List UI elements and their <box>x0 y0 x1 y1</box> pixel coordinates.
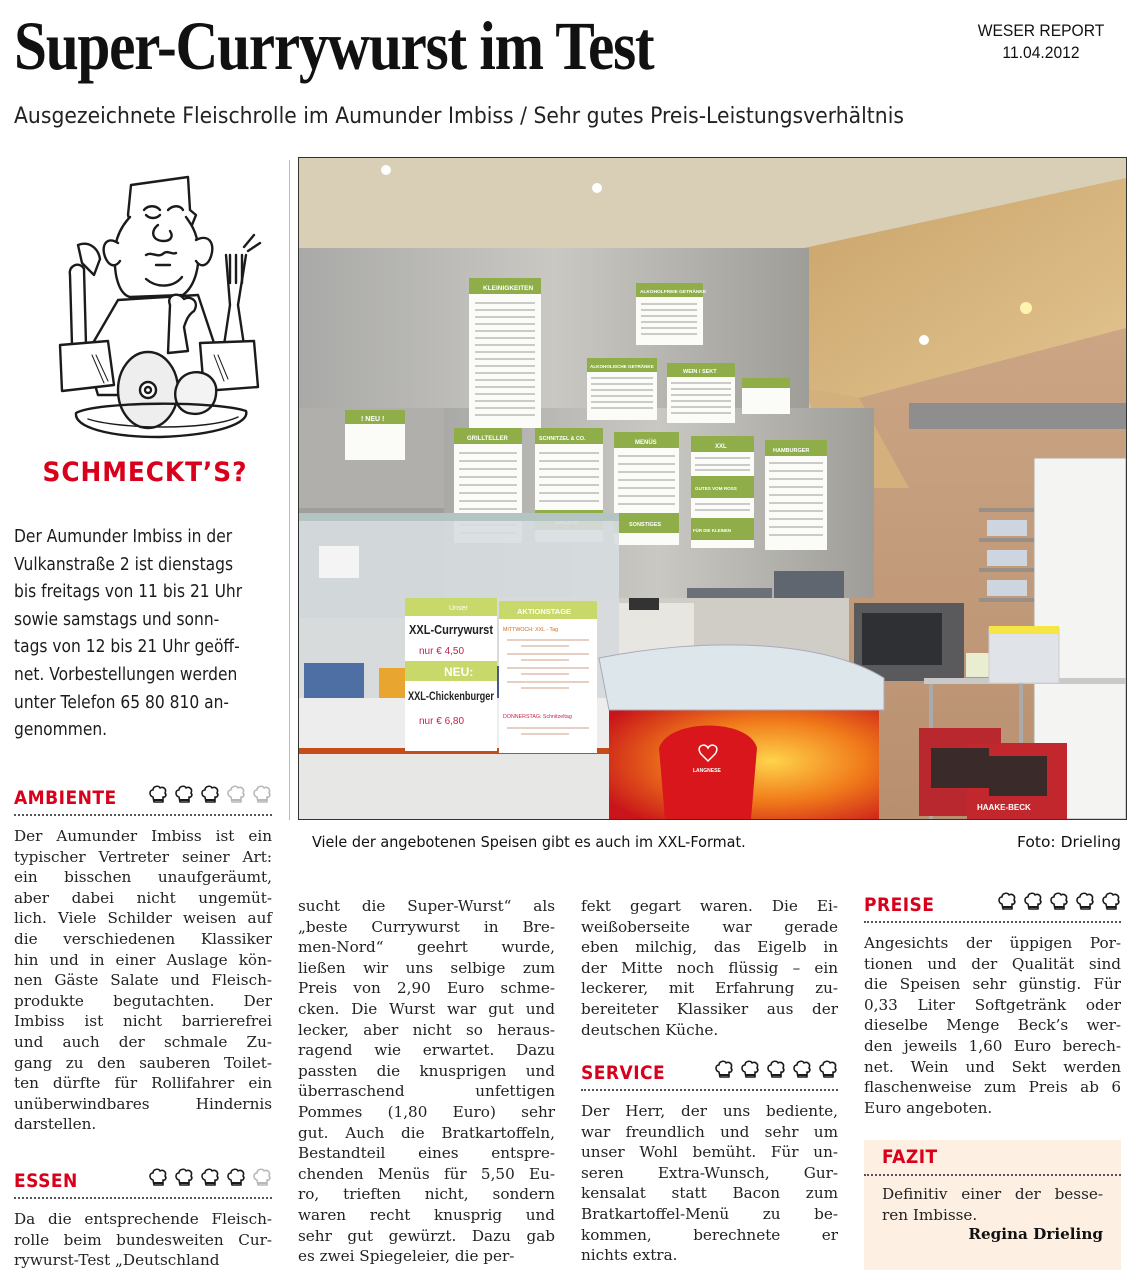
text-line: Bestandteil eines entspre- <box>298 1144 555 1163</box>
chef-hat-filled-icon <box>200 785 220 810</box>
section-service-title: SERVICE <box>581 1061 666 1084</box>
text-line: rolle beim bundesweiten Cur- <box>14 1230 272 1249</box>
chef-hat-filled-icon <box>714 1060 734 1085</box>
source-date: 11.04.2012 <box>1002 43 1080 62</box>
section-service <box>581 1060 838 1266</box>
text-line: der Mitte noch flüssig – ein <box>581 958 838 977</box>
text-line: Pommes (1,80 Euro) sehr <box>298 1102 555 1121</box>
promo-chickenburger-item: XXL-Chickenburger <box>408 691 495 703</box>
text-line: Euro angeboten. <box>864 1098 993 1117</box>
info-line: Vulkanstraße 2 ist dienstags <box>14 554 234 575</box>
svg-text:DONNERSTAG: Schnitzeltag: DONNERSTAG: Schnitzeltag <box>503 714 572 720</box>
text-line: lich. Viele Schilder weisen auf <box>14 909 272 928</box>
svg-text:ALKOHOLFREIE GETRÄNKE: ALKOHOLFREIE GETRÄNKE <box>640 290 707 295</box>
photo-caption: Viele der angebotenen Speisen gibt es auch im XXL-Format. <box>312 833 746 851</box>
sign-kleinigkeiten-label: KLEINIGKEITEN <box>483 285 534 292</box>
chef-hat-filled-icon <box>740 1060 760 1085</box>
section-ambiente-title: AMBIENTE <box>14 786 117 809</box>
text-line: net. Wein und Sekt werden <box>864 1057 1121 1076</box>
svg-text:FÜR DIE KLEINEN: FÜR DIE KLEINEN <box>693 528 732 533</box>
sign-alkoholische <box>587 358 657 420</box>
text-line: produkte begutachten. Der <box>14 991 272 1010</box>
sign-neu <box>345 410 405 460</box>
text-line: tionen und der Qualität sind <box>864 954 1121 973</box>
text-line: „beste Currywurst in Bre- <box>298 917 555 936</box>
text-line: eben milchig, das Eigelb in <box>581 938 838 957</box>
rating-preise <box>997 892 1121 917</box>
text-line: deutschen Küche. <box>581 1020 719 1039</box>
svg-text:GRILLTELLER: GRILLTELLER <box>467 436 508 442</box>
text-line: hin und in einer Auslage kön- <box>14 950 272 969</box>
promo-sign-aktionstage <box>499 601 597 753</box>
section-ambiente <box>14 785 272 1135</box>
section-essen <box>14 1168 272 1271</box>
svg-text:ALKOHOLISCHE GETRÄNKE: ALKOHOLISCHE GETRÄNKE <box>590 364 654 369</box>
text-line: chenden Menüs für 5,50 Eu- <box>298 1164 555 1183</box>
author-signature: Regina Drieling <box>968 1225 1103 1244</box>
text-line: passten die knusprigen und <box>298 1061 555 1080</box>
fazit-body <box>882 1184 1103 1225</box>
svg-text:NEU:: NEU: <box>444 665 474 679</box>
text-line: Der Aumunder Imbiss ist ein <box>14 827 272 845</box>
section-essen-body-col3 <box>581 896 838 1040</box>
sign-wein-sekt <box>667 363 735 423</box>
text-line: 0,33 Liter Softgetränk oder <box>864 995 1121 1014</box>
section-essen-body-col2 <box>298 896 555 1267</box>
chef-hat-filled-icon <box>792 1060 812 1085</box>
text-line: weißoberseite war gerade <box>581 917 838 936</box>
info-line: Der Aumunder Imbiss in der <box>14 527 233 547</box>
source-block <box>955 20 1126 64</box>
section-service-body <box>581 1101 838 1266</box>
sign-alkoholfreie <box>636 283 707 345</box>
text-line: typischer Vertreter seiner Art: <box>14 847 272 866</box>
section-essen-header <box>14 1168 272 1199</box>
section-preise-body <box>864 933 1121 1118</box>
rating-ambiente <box>148 785 272 810</box>
chef-hat-filled-icon <box>1049 892 1069 917</box>
text-line: die Speisen sehr günstig. Für <box>864 975 1121 994</box>
section-preise-header <box>864 892 1121 923</box>
text-line: Der Herr, der uns bediente, <box>581 1102 838 1120</box>
section-essen-title: ESSEN <box>14 1169 78 1192</box>
chef-hat-empty-icon <box>226 785 246 810</box>
text-line: überraschend unfettigen <box>298 1082 555 1101</box>
text-line: Bratkartoffel-Menü zu be- <box>581 1204 838 1223</box>
sidebar-title: SCHMECKT’S? <box>42 457 248 488</box>
svg-text:Unser: Unser <box>449 605 468 612</box>
text-line: darstellen. <box>14 1115 97 1134</box>
chef-hat-filled-icon <box>148 785 168 810</box>
fazit-box <box>864 1140 1121 1270</box>
text-line: flaschenweise zum Preis ab 6 <box>864 1078 1121 1097</box>
chef-hat-filled-icon <box>148 1168 168 1193</box>
text-line: rywurst-Test „Deutschland <box>14 1251 220 1270</box>
sign-kleinigkeiten <box>469 278 541 428</box>
promo-sign-chickenburger <box>405 661 497 751</box>
chef-hat-filled-icon <box>1023 892 1043 917</box>
source-name: WESER REPORT <box>977 21 1105 40</box>
column-rule <box>289 160 290 820</box>
text-line: waren recht knusprig und <box>298 1205 555 1224</box>
menu-board-xxl <box>691 436 754 548</box>
info-line: bis freitags von 11 bis 21 Uhr <box>14 582 243 603</box>
section-preise <box>864 892 1121 1118</box>
promo-currywurst-price: nur € 4,50 <box>419 646 465 657</box>
text-line: gut. Auch die Bratkartoffeln, <box>298 1123 555 1142</box>
svg-text:MENÜS: MENÜS <box>635 440 657 446</box>
info-line: unter Telefon 65 80 810 an- <box>14 692 230 713</box>
text-line: Angesichts der üppigen Por- <box>864 934 1121 952</box>
text-line: kensalat statt Bacon zum <box>581 1184 838 1203</box>
svg-text:XXL: XXL <box>715 444 727 450</box>
chef-hat-filled-icon <box>174 1168 194 1193</box>
svg-text:SONSTIGES: SONSTIGES <box>629 522 662 528</box>
text-line: dieselbe Menge Beck’s wer- <box>864 1016 1121 1035</box>
svg-text:MITTWOCH: XXL - Tag: MITTWOCH: XXL - Tag <box>503 627 559 633</box>
chef-hat-filled-icon <box>226 1168 246 1193</box>
chef-hat-empty-icon <box>252 1168 272 1193</box>
chef-eating-illustration <box>18 155 278 450</box>
chef-hat-filled-icon <box>200 1168 220 1193</box>
info-line: tags von 12 bis 21 Uhr geöff- <box>14 637 240 658</box>
section-service-header <box>581 1060 838 1091</box>
crate-brand: HAAKE-BECK <box>977 803 1031 812</box>
promo-currywurst-item: XXL-Currywurst <box>409 623 494 637</box>
text-line: Preis von 2,90 Euro schme- <box>298 979 555 998</box>
text-line: sehr gut gewürzt. Dazu gab <box>298 1226 555 1245</box>
info-line: sowie samstags und sonn- <box>14 609 220 630</box>
svg-text:SCHNITZEL & CO.: SCHNITZEL & CO. <box>539 436 586 442</box>
section-ambiente-header <box>14 785 272 816</box>
chef-hat-empty-icon <box>252 785 272 810</box>
text-line: nen Gäste Salate und Fleisch- <box>14 971 272 990</box>
text-line: ragend wie erwartet. Dazu <box>298 1041 555 1060</box>
text-line: leckerer, mit Erfahrung zu- <box>581 979 838 998</box>
text-line: men-Nord“ geehrt wurde, <box>298 938 555 957</box>
restaurant-photo <box>298 157 1127 820</box>
text-line: unüberwindbares Hindernis <box>14 1094 272 1113</box>
info-line: net. Vorbestellungen werden <box>14 664 238 685</box>
text-line: ro, trieften nicht, sondern <box>298 1185 555 1204</box>
text-line: unser Wohl bemüht. Für un- <box>581 1143 838 1162</box>
fazit-header <box>864 1146 1121 1176</box>
text-line: und auch der schmale Zu- <box>14 1032 272 1051</box>
text-line: kommen, berechnete er <box>581 1225 838 1244</box>
rating-service <box>714 1060 838 1085</box>
text-line: die verschiedenen Klassiker <box>14 929 272 948</box>
svg-text:LANGNESE: LANGNESE <box>693 768 721 774</box>
text-line: nichts extra. <box>581 1246 678 1265</box>
text-line: Imbiss ist nicht barrierefrei <box>14 1012 272 1031</box>
text-line: Da die entsprechende Fleisch- <box>14 1210 272 1228</box>
text-line: seren Extra-Wunsch, Gur- <box>581 1163 838 1182</box>
chef-hat-filled-icon <box>1075 892 1095 917</box>
text-line: fekt gegart waren. Die Ei- <box>581 897 838 915</box>
text-line: cken. Die Wurst war gut und <box>298 999 555 1018</box>
svg-text:WEIN / SEKT: WEIN / SEKT <box>683 369 717 375</box>
text-line: ließen wir uns selbige zum <box>298 958 555 977</box>
text-line: lecker, aber nicht so heraus- <box>298 1020 555 1039</box>
text-line: war freundlich und sehr um <box>581 1122 838 1141</box>
langnese-bin <box>659 726 757 820</box>
svg-text:HAMBURGER: HAMBURGER <box>773 448 810 454</box>
text-line: ten dürfte für Rollifahrer ein <box>14 1074 272 1093</box>
subheadline: Ausgezeichnete Fleischrolle im Aumunder Imbiss / Sehr gutes Preis-Leistungsverhältnis <box>14 103 904 129</box>
section-essen-body-col1 <box>14 1209 272 1271</box>
text-line: den jeweils 1,60 Euro berech- <box>864 1036 1121 1055</box>
text-line: aber dabei nicht ungemüt- <box>14 888 272 907</box>
chef-hat-filled-icon <box>818 1060 838 1085</box>
svg-text:GUTES VOM ROSS: GUTES VOM ROSS <box>695 486 737 491</box>
svg-text:! NEU !: ! NEU ! <box>361 416 385 423</box>
svg-text:AKTIONSTAGE: AKTIONSTAGE <box>517 607 572 616</box>
text-line: es zwei Spiegeleier, die per- <box>298 1247 515 1266</box>
section-preise-title: PREISE <box>864 893 935 916</box>
text-line: ren Imbisse. <box>882 1205 978 1224</box>
text-line: ein bisschen unaufgeräumt, <box>14 868 272 887</box>
info-line: genommen. <box>14 720 108 741</box>
chef-hat-filled-icon <box>766 1060 786 1085</box>
chef-hat-filled-icon <box>997 892 1017 917</box>
text-line: sucht die Super-Wurst“ als <box>298 897 555 915</box>
photo-credit: Foto: Drieling <box>1017 833 1121 851</box>
chef-hat-filled-icon <box>174 785 194 810</box>
text-line: Definitiv einer der besse- <box>882 1185 1103 1203</box>
section-ambiente-body <box>14 826 272 1135</box>
promo-chickenburger-price: nur € 6,80 <box>419 716 465 727</box>
headline: Super-Currywurst im Test <box>14 8 654 84</box>
rating-essen <box>148 1168 272 1193</box>
text-line: gang zu den sauberen Toilet- <box>14 1053 272 1072</box>
text-line: bereiteter Klassiker aus der <box>581 999 838 1018</box>
chef-hat-filled-icon <box>1101 892 1121 917</box>
opening-hours-info <box>14 524 280 745</box>
fazit-title: FAZIT <box>882 1146 938 1168</box>
